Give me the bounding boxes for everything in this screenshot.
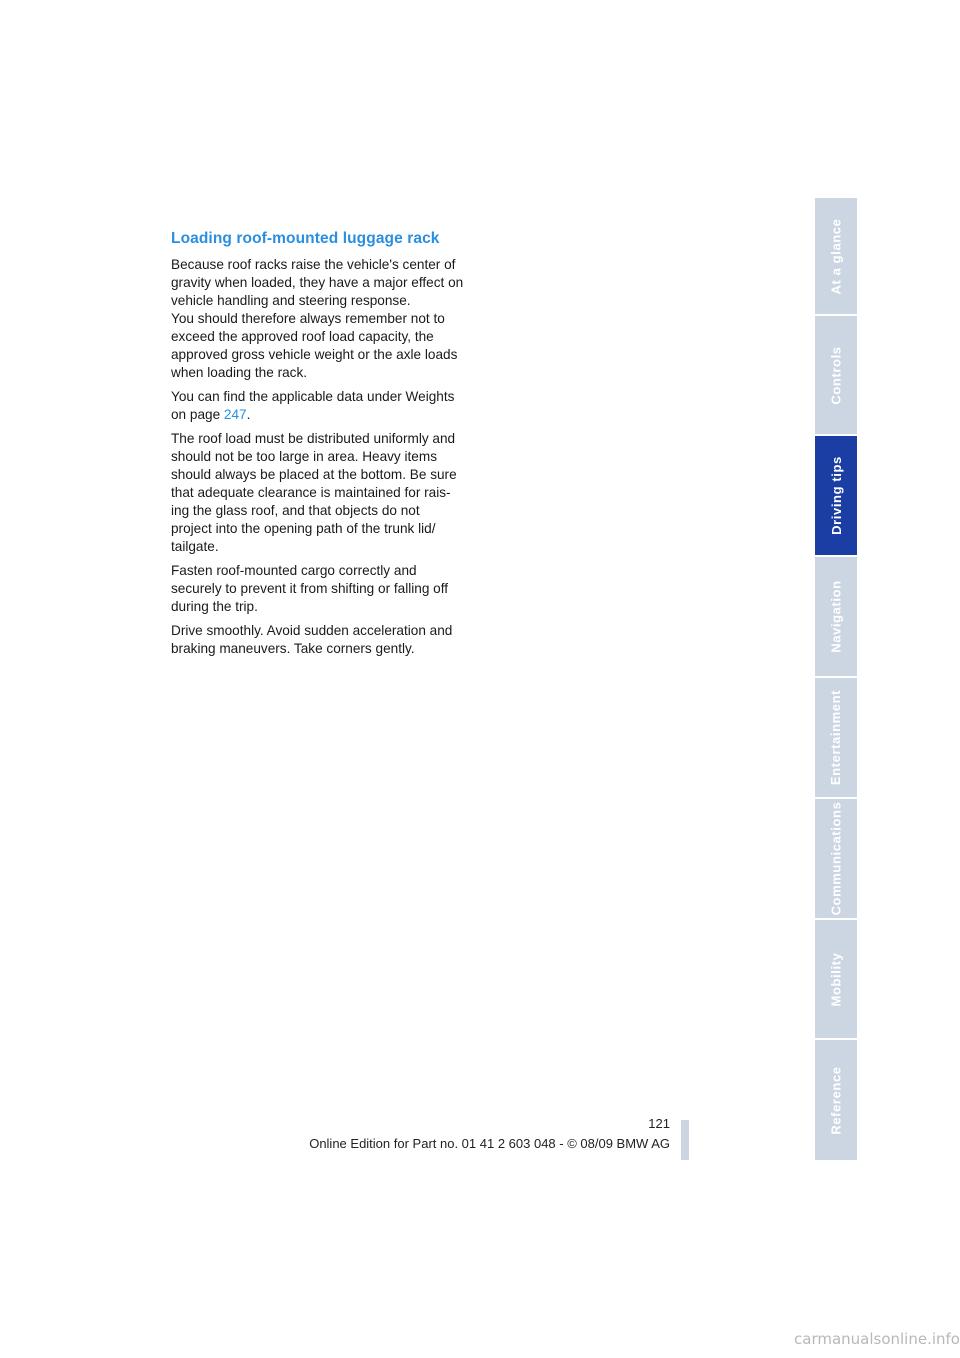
text-line bbox=[171, 406, 464, 424]
text-line: Because roof racks raise the vehicle's center of bbox=[171, 257, 456, 272]
tab-label: Driving tips bbox=[828, 456, 844, 535]
tab-label: Entertainment bbox=[828, 689, 844, 786]
text-line: Fasten roof-mounted cargo correctly and bbox=[171, 563, 417, 578]
tab-entertainment[interactable] bbox=[815, 678, 857, 797]
text-line: during the trip. bbox=[171, 599, 258, 614]
footer-accent-bar bbox=[681, 1120, 689, 1160]
text-line: Drive smoothly. Avoid sudden acceleration and bbox=[171, 623, 453, 638]
text-line: braking maneuvers. Take corners gently. bbox=[171, 641, 415, 656]
text-line: should always be placed at the bottom. Be sure bbox=[171, 467, 457, 482]
paragraph-drive-smoothly bbox=[171, 622, 464, 658]
tab-communications[interactable] bbox=[815, 799, 857, 918]
paragraph-roof-racks bbox=[171, 256, 464, 382]
text-line: project into the opening path of the trunk lid/ bbox=[171, 521, 436, 536]
text-line: securely to prevent it from shifting or falling off bbox=[171, 581, 449, 596]
tab-mobility[interactable] bbox=[815, 920, 857, 1038]
text-line: gravity when loaded, they have a major effect on bbox=[171, 275, 464, 290]
content-column bbox=[171, 230, 464, 664]
tab-label: Reference bbox=[828, 1065, 844, 1135]
page-link-247[interactable]: 247 bbox=[223, 407, 247, 422]
tab-label: Mobility bbox=[828, 952, 844, 1006]
text-line: when loading the rack. bbox=[171, 365, 308, 380]
tab-navigation[interactable] bbox=[815, 557, 857, 676]
edition-footer: Online Edition for Part no. 01 41 2 603 048 - © 08/09 BMW AG bbox=[309, 1136, 670, 1151]
tab-at-a-glance[interactable] bbox=[815, 198, 857, 314]
text-fragment: on page bbox=[171, 407, 224, 422]
paragraph-fasten-cargo bbox=[171, 562, 464, 616]
text-line: exceed the approved roof load capacity, the bbox=[171, 329, 434, 344]
text-line: should not be too large in area. Heavy items bbox=[171, 449, 437, 464]
paragraph-weights-reference bbox=[171, 388, 464, 424]
paragraph-roof-load bbox=[171, 430, 464, 556]
text-line: ing the glass roof, and that objects do not bbox=[171, 503, 420, 518]
tab-label: Communications bbox=[828, 801, 844, 916]
text-line: tailgate. bbox=[171, 539, 219, 554]
tab-driving-tips[interactable] bbox=[815, 436, 857, 555]
text-line: vehicle handling and steering response. bbox=[171, 293, 411, 308]
watermark: carmanualsonline.info bbox=[794, 1330, 960, 1348]
tab-label: Navigation bbox=[828, 580, 844, 653]
text-fragment: . bbox=[246, 407, 251, 422]
tab-reference[interactable] bbox=[815, 1040, 857, 1160]
text-line: You should therefore always remember not to bbox=[171, 311, 445, 326]
text-line: approved gross vehicle weight or the axle loads bbox=[171, 347, 458, 362]
text-line: The roof load must be distributed uniformly and bbox=[171, 431, 456, 446]
tab-controls[interactable] bbox=[815, 316, 857, 434]
text-line: that adequate clearance is maintained for rais- bbox=[171, 485, 451, 500]
page-number: 121 bbox=[648, 1116, 670, 1131]
section-heading: Loading roof-mounted luggage rack bbox=[171, 230, 440, 247]
tab-label: Controls bbox=[828, 345, 844, 405]
tab-label: At a glance bbox=[828, 218, 844, 294]
text-line: You can find the applicable data under Weights bbox=[171, 389, 455, 404]
chapter-sidebar bbox=[815, 198, 857, 1160]
